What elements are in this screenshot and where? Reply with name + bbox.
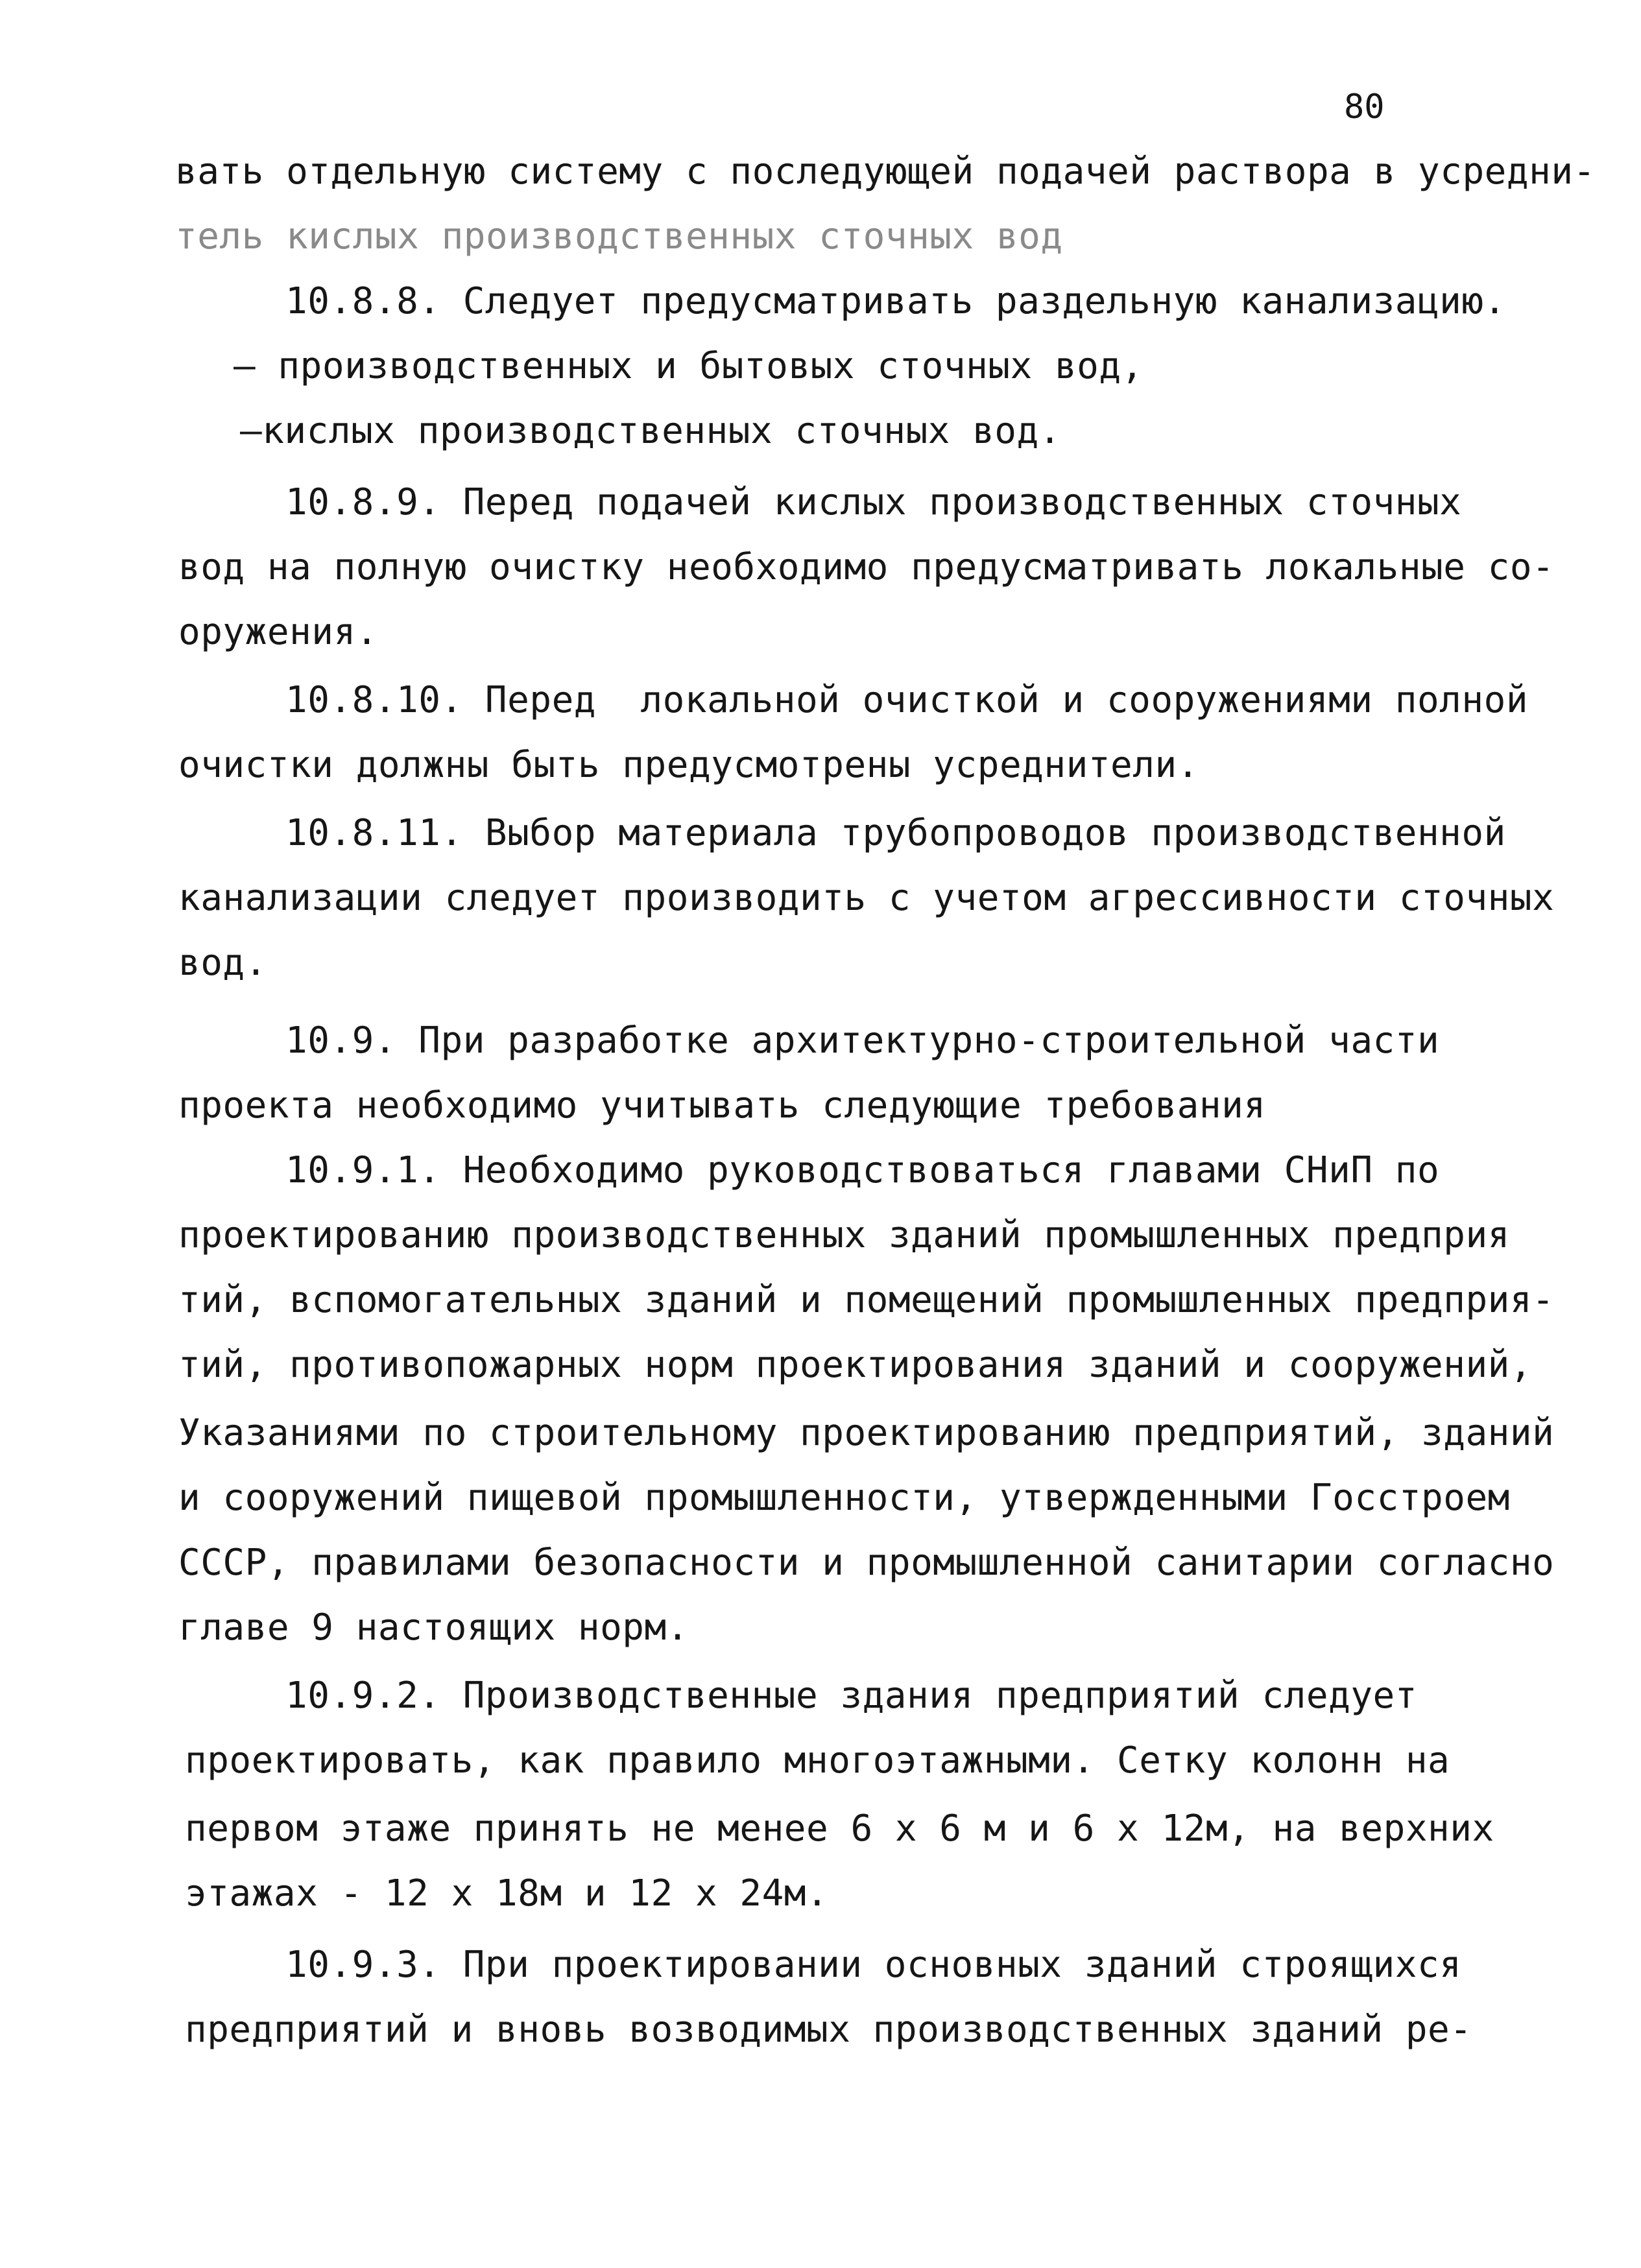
text-line-7: вод на полную очистку необходимо предусматривать локальные со- [178,546,1555,588]
text-line-18: тий, вспомогательных зданий и помещений промышленных предприя- [178,1279,1555,1321]
text-line-28: 10.9.3. При проектировании основных зданий строящихся [285,1944,1462,1986]
text-line-26: первом этаже принять не менее 6 х 6 м и 6 х 12м, на верхних [185,1808,1494,1850]
text-line-24: 10.9.2. Производственные здания предприятий следует [285,1675,1417,1717]
text-line-12: канализации следует производить с учетом агрессивности сточных [178,877,1555,919]
text-line-19: тий, противопожарных норм проектирования зданий и сооружений, [178,1344,1533,1386]
text-line-21: и сооружений пищевой промышленности, утвержденными Госстроем [178,1477,1510,1519]
text-line-4: — производственных и бытовых сточных вод, [234,345,1144,387]
text-line-11: 10.8.11. Выбор материала трубопроводов производственной [285,812,1506,854]
text-line-2: тель кислых производственных сточных вод [175,215,1063,257]
text-line-8: оружения. [178,611,378,653]
text-line-23: главе 9 настоящих норм. [178,1606,689,1649]
text-line-27: этажах - 12 х 18м и 12 х 24м. [185,1872,829,1915]
text-line-25: проектировать, как правило многоэтажными. Сетку колонн на [185,1739,1450,1782]
text-line-9: 10.8.10. Перед локальной очисткой и сооружениями полной [285,679,1529,721]
text-line-6: 10.8.9. Перед подачей кислых производственных сточных [285,481,1462,523]
text-line-1: вать отдельную систему с последующей подачей раствора в усредни- [175,150,1596,193]
text-line-16: 10.9.1. Необходимо руководствоваться главами СНиП по [285,1149,1440,1191]
text-line-22: СССР, правилами безопасности и промышленной санитарии согласно [178,1542,1555,1584]
text-line-14: 10.9. При разработке архитектурно-строительной части [285,1020,1440,1062]
text-line-20: Указаниями по строительному проектированию предприятий, зданий [178,1412,1555,1454]
text-line-13: вод. [178,942,267,984]
page-number: 80 [1344,88,1385,126]
text-line-10: очистки должны быть предусмотрены усреднители. [178,744,1199,786]
text-line-3: 10.8.8. Следует предусматривать раздельную канализацию. [285,280,1506,322]
text-line-5: —кислых производственных сточных вод. [240,410,1061,452]
text-line-29: предприятий и вновь возводимых производственных зданий ре- [185,2009,1472,2051]
text-line-17: проектированию производственных зданий промышленных предприя [178,1214,1510,1256]
text-line-15: проекта необходимо учитывать следующие требования [178,1084,1266,1127]
